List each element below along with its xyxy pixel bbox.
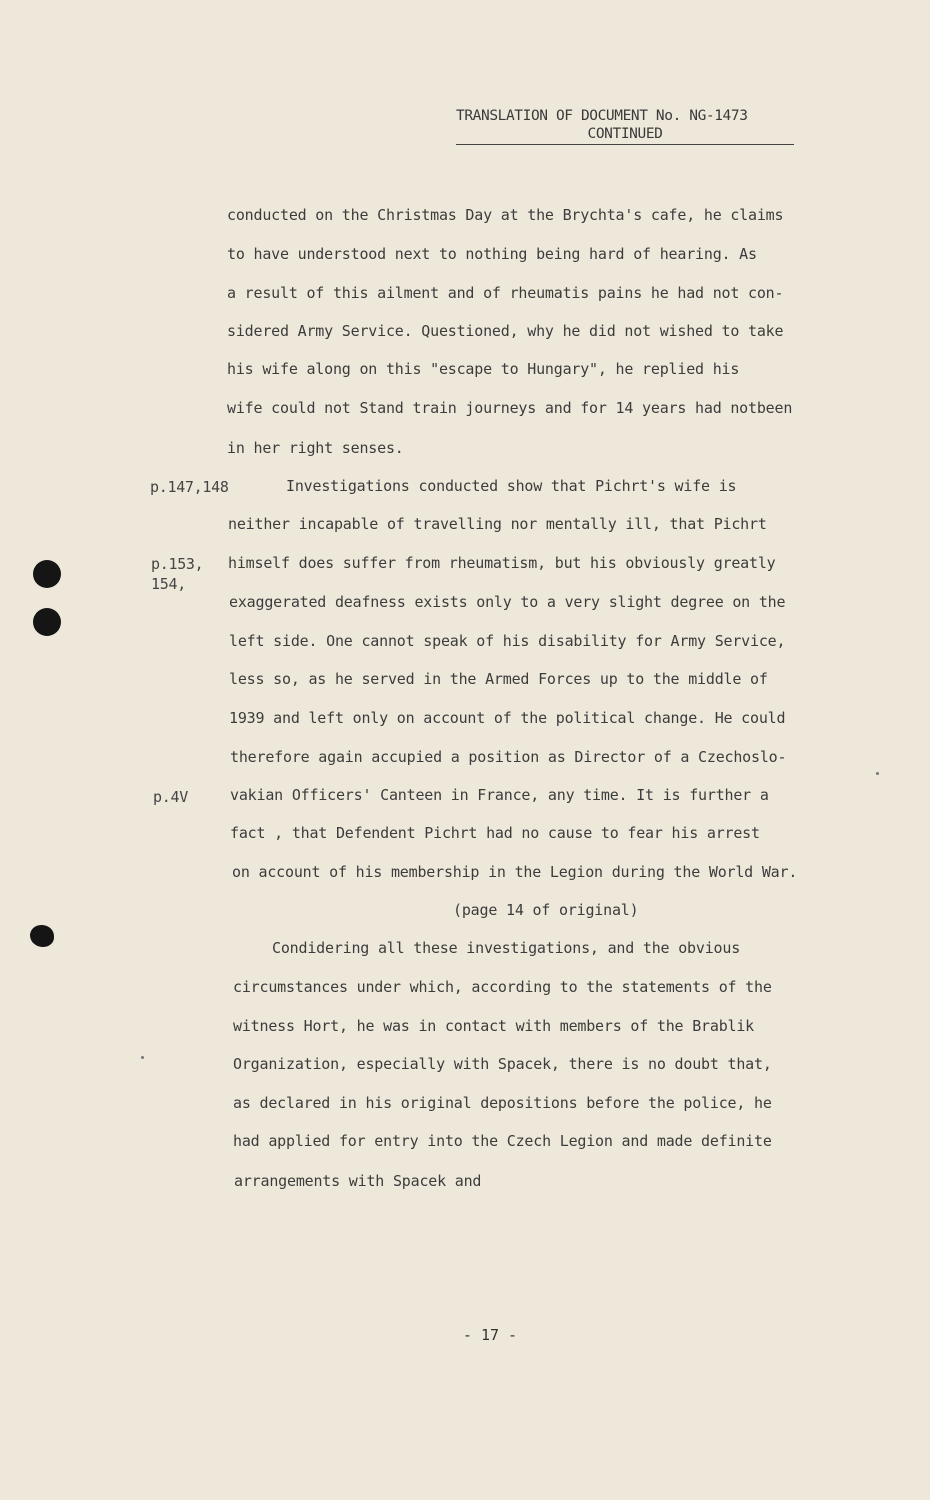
document-header [456,108,794,145]
punch-hole [30,925,54,947]
body-line: on account of his membership in the Legion during the World War. [232,863,798,881]
body-line: arrangements with Spacek and [234,1172,482,1190]
body-line: 1939 and left only on account of the political change. He could [229,709,786,727]
body-line: less so, as he served in the Armed Forces up to the middle of [229,670,768,688]
body-line: vakian Officers' Canteen in France, any time. It is further a [230,786,769,804]
body-line: in her right senses. [227,439,404,457]
header-subtitle [456,126,794,145]
body-line: witness Hort, he was in contact with members of the Brablik [233,1017,755,1035]
margin-note: p.153, [151,555,204,573]
body-line: left side. One cannot speak of his disability for Army Service, [229,632,786,650]
body-line: therefore again accupied a position as Director of a Czechoslo- [230,748,787,766]
page-number: - 17 - [462,1326,518,1344]
margin-note: p.4V [153,788,188,806]
header-subtitle-text: CONTINUED [587,126,663,142]
margin-note: 154, [151,575,186,593]
body-line: fact , that Defendent Pichrt had no cause to fear his arrest [230,824,760,842]
body-line: wife could not Stand train journeys and for 14 years had notbeen [227,399,793,417]
margin-note: p.147,148 [150,478,229,496]
punch-hole [33,560,61,588]
punch-hole [33,608,61,636]
body-line: sidered Army Service. Questioned, why he did not wished to take [227,322,784,340]
paper-speck [876,772,879,775]
body-line: Organization, especially with Spacek, there is no doubt that, [233,1055,772,1073]
body-line: himself does suffer from rheumatism, but his obviously greatly [228,554,776,572]
body-line: circumstances under which, according to the statements of the [233,978,772,996]
body-line: to have understood next to nothing being hard of hearing. As [227,245,757,263]
body-line: his wife along on this "escape to Hungary", he replied his [227,360,740,378]
body-line: a result of this ailment and of rheumatis pains he had not con- [227,284,784,302]
body-line: Investigations conducted show that Pichrt's wife is [286,477,737,495]
paper-speck [141,1056,144,1059]
page-reference: (page 14 of original) [453,901,639,919]
body-line: had applied for entry into the Czech Legion and made definite [233,1132,772,1150]
body-line: neither incapable of travelling nor mentally ill, that Pichrt [228,515,767,533]
body-line: Condidering all these investigations, and the obvious [272,939,741,957]
body-line: exaggerated deafness exists only to a very slight degree on the [229,593,786,611]
body-line: as declared in his original depositions before the police, he [233,1094,772,1112]
header-title: TRANSLATION OF DOCUMENT No. NG-1473 [456,108,748,124]
body-line: conducted on the Christmas Day at the Brychta's cafe, he claims [227,206,784,224]
